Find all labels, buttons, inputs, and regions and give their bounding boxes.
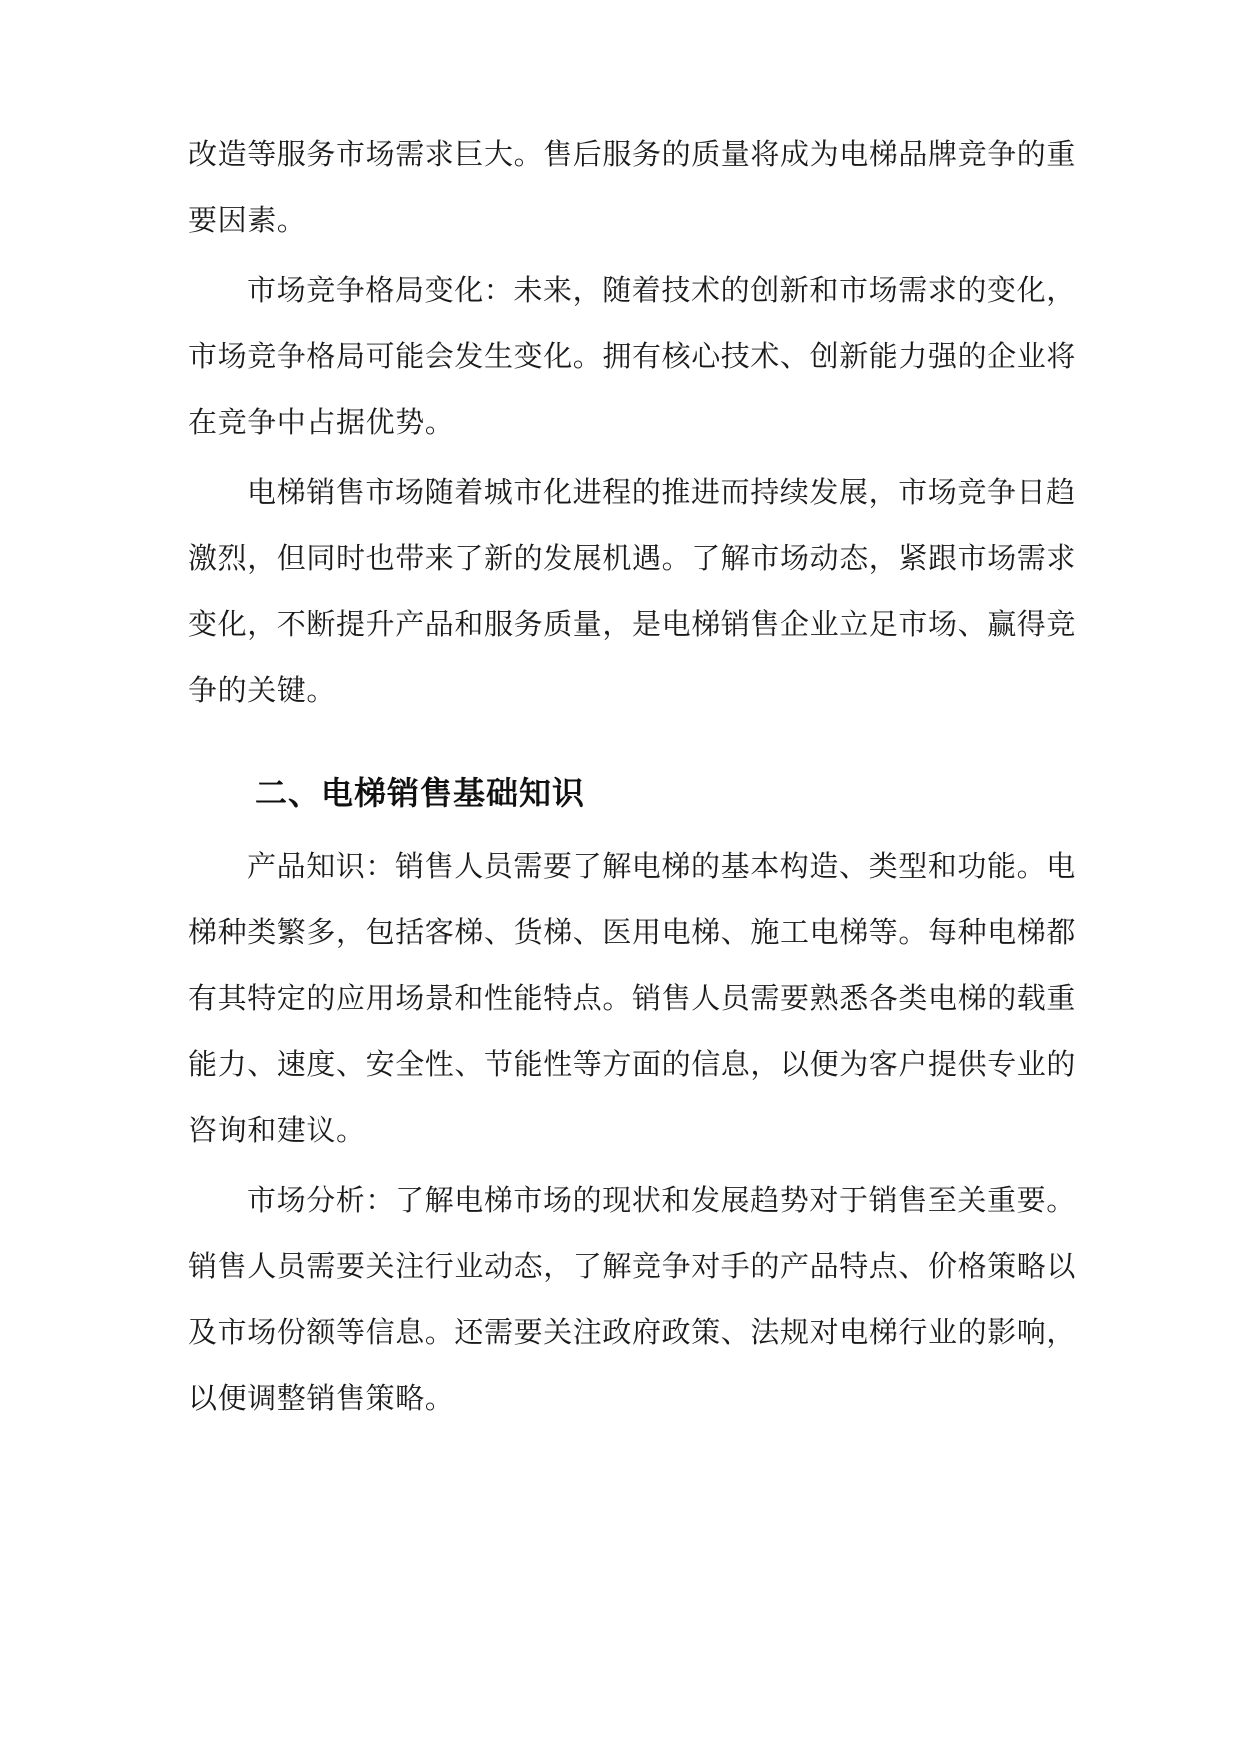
paragraph-2-line-2: 市场竞争格局可能会发生变化。拥有核心技术、创新能力强的企业将: [188, 339, 1077, 373]
section-paragraph-1-line-5: 咨询和建议。: [188, 1113, 366, 1147]
section-heading: 二、电梯销售基础知识: [255, 774, 586, 812]
section-paragraph-2-line-4: 以便调整销售策略。: [188, 1381, 455, 1415]
paragraph-3-line-4: 争的关键。: [188, 673, 337, 707]
section-paragraph-1-line-4: 能力、速度、安全性、节能性等方面的信息，以便为客户提供专业的: [188, 1047, 1077, 1081]
section-paragraph-2-line-1: 市场分析：了解电梯市场的现状和发展趋势对于销售至关重要。: [247, 1183, 1076, 1217]
paragraph-1-line-2: 要因素。: [188, 203, 307, 237]
section-paragraph-1-line-3: 有其特定的应用场景和性能特点。销售人员需要熟悉各类电梯的载重: [188, 981, 1077, 1015]
section-paragraph-2-line-2: 销售人员需要关注行业动态，了解竞争对手的产品特点、价格策略以: [188, 1249, 1077, 1283]
section-paragraph-1-line-2: 梯种类繁多，包括客梯、货梯、医用电梯、施工电梯等。每种电梯都: [188, 915, 1077, 949]
paragraph-2-line-3: 在竞争中占据优势。: [188, 405, 455, 439]
paragraph-3-line-3: 变化，不断提升产品和服务质量，是电梯销售企业立足市场、赢得竞: [188, 607, 1077, 641]
paragraph-3-line-2: 激烈，但同时也带来了新的发展机遇。了解市场动态，紧跟市场需求: [188, 541, 1077, 575]
paragraph-3-line-1: 电梯销售市场随着城市化进程的推进而持续发展，市场竞争日趋: [247, 475, 1076, 509]
section-paragraph-1-line-1: 产品知识：销售人员需要了解电梯的基本构造、类型和功能。电: [247, 849, 1076, 883]
section-paragraph-2-line-3: 及市场份额等信息。还需要关注政府政策、法规对电梯行业的影响，: [188, 1315, 1077, 1349]
paragraph-2-line-1: 市场竞争格局变化：未来，随着技术的创新和市场需求的变化，: [247, 273, 1076, 307]
paragraph-1-line-1: 改造等服务市场需求巨大。售后服务的质量将成为电梯品牌竞争的重: [188, 137, 1077, 171]
